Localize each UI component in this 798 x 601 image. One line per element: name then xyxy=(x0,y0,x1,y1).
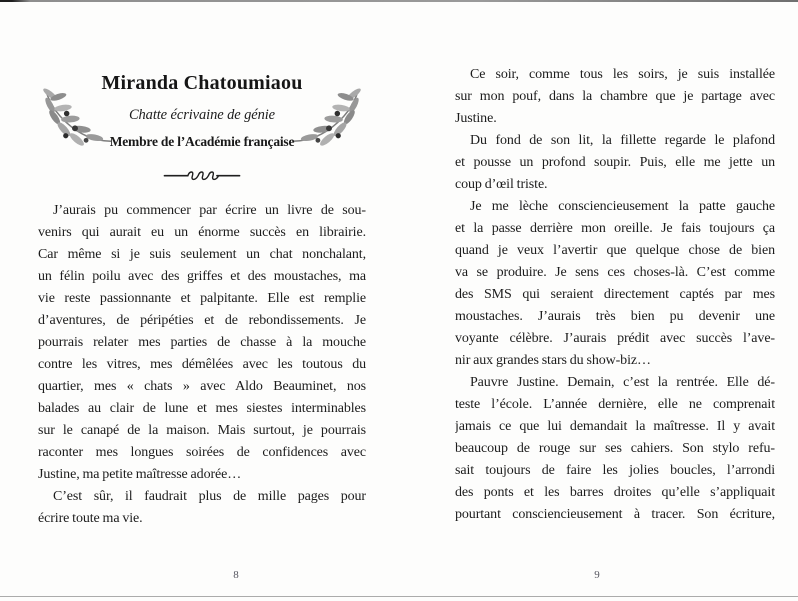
text-line: Justine. xyxy=(455,111,497,126)
text-line: C’est sûr, il faudrait plus de mille pages pour xyxy=(53,489,366,504)
left-page-text xyxy=(38,200,366,530)
text-line: écrire toute ma vie. xyxy=(38,511,143,526)
right-page xyxy=(455,0,775,601)
text-line: J’aurais pu commencer par écrire un livre de sou- xyxy=(53,203,366,218)
text-line: quand je veux l’avertir que quelque chose de bien xyxy=(455,243,775,258)
text-line: jamais ce que lui demandait la maîtresse. Il y avait xyxy=(455,419,775,434)
text-line: un félin poilu avec des griffes et des moustaches, ma xyxy=(38,269,366,284)
text-line: Pauvre Justine. Demain, c’est la rentrée. Elle dé- xyxy=(470,375,775,390)
text-line: sur mon pouf, dans la chambre que je partage avec xyxy=(455,89,775,104)
text-line: des ponts et les barres droites qu’elle s’appliquait xyxy=(455,485,775,500)
text-line: balades au clair de lune et mes siestes interminables xyxy=(38,401,366,416)
text-line: Je me lèche consciencieusement la patte gauche xyxy=(470,199,775,214)
text-line: voyante célèbre. J’aurais prédit avec succès l’ave- xyxy=(455,331,775,346)
text-line: Ce soir, comme tous les soirs, je suis installée xyxy=(470,67,775,82)
text-line: vie reste passionnante et palpitante. Elle est remplie xyxy=(38,291,366,306)
text-line: pourtant consciencieusement à tracer. Son écriture, xyxy=(455,507,775,522)
text-line: moustaches. J’aurais très bien pu devenir une xyxy=(455,309,775,324)
chapter-author-subtitle: Chatte écrivaine de génie xyxy=(128,107,276,123)
text-line: Justine, ma petite maîtresse adorée… xyxy=(38,467,242,482)
left-page xyxy=(38,0,366,601)
right-page-number: 9 xyxy=(594,569,600,581)
text-line: coup d’œil triste. xyxy=(455,177,548,192)
chapter-author-title: Miranda Chatoumiaou xyxy=(101,72,303,94)
text-line: va se produire. Je sens ces choses-là. C’est comme xyxy=(455,265,775,280)
text-line: raconter mes longues soirées de confidences avec xyxy=(38,445,366,460)
text-line: pourrais relater mes parties de chasse à la mouche xyxy=(38,335,366,350)
text-line: contre les vitres, mes démêlées avec les toutous du xyxy=(38,357,366,372)
text-line: nir aux grandes stars du show-biz… xyxy=(455,353,651,368)
text-line: venirs qui aurait eu un énorme succès en librairie. xyxy=(38,225,366,240)
text-line: sur le canapé de la maison. Mais surtout, je pourrais xyxy=(38,423,366,438)
text-line: et pousse un profond soupir. Puis, elle me jette un xyxy=(455,155,775,170)
text-line: sait toujours de faire les jolies boucles, l’arrondi xyxy=(455,463,775,478)
text-line: des SMS qui seraient directement captés par mes xyxy=(455,287,775,302)
text-line: teste l’école. L’année dernière, elle ne comprenait xyxy=(455,397,775,412)
text-line: Du fond de son lit, la fillette regarde le plafond xyxy=(470,133,775,148)
text-line: beaucoup de rouge sur ses cahiers. Son stylo refu- xyxy=(455,441,775,456)
chapter-author-affiliation: Membre de l’Académie française xyxy=(109,134,295,149)
left-page-number: 8 xyxy=(233,569,239,581)
text-line: Car même si je suis seulement un chat nonchalant, xyxy=(38,247,366,262)
page-bottom-edge xyxy=(0,596,798,597)
text-line: quartier, mes « chats » avec Aldo Beauminet, nos xyxy=(38,379,366,394)
text-line: et la passe derrière mon oreille. Je fais toujours ça xyxy=(455,221,775,236)
rope-twist-divider-icon xyxy=(163,168,241,182)
right-page-text xyxy=(455,64,775,526)
text-line: d’aventures, de péripéties et de rebondissements. Je xyxy=(38,313,366,328)
